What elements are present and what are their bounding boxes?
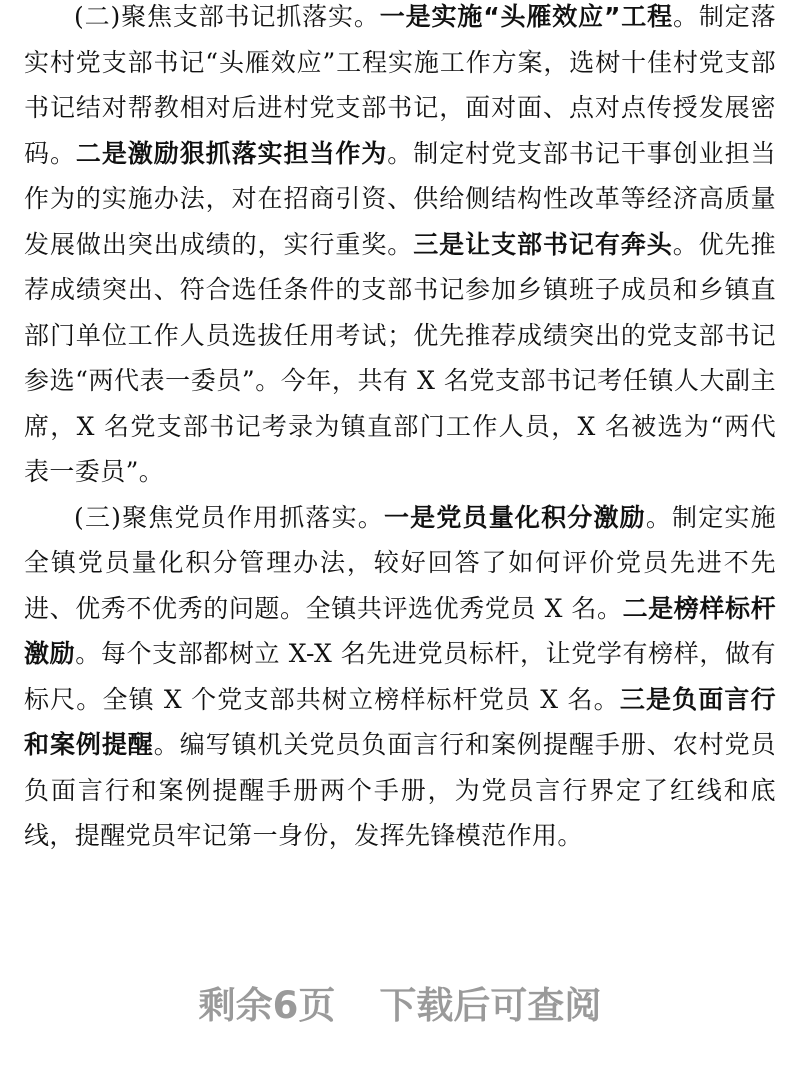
para1-seg-6: 。优先推荐成绩突出、符合选任条件的支部书记参加乡镇班子成员和乡镇直部门单位工作人员选拔任用考试；优先推荐成绩突出的党支部书记参选“两代表一委员”。今年，共有 X 名党支部书记考任镇人大副主席，X 名党支部书记考录为镇直部门工作人员，X 名被选为“两代表一委员”。 (24, 229, 776, 486)
para2-bold-heading-1: 一是党员量化积分激励 (383, 502, 646, 532)
para1-bold-heading-2: 二是激励狠抓落实担当作为 (75, 138, 388, 168)
document-body (24, 0, 776, 859)
paragraph-party-members (24, 495, 776, 859)
paragraph-branch-secretaries (24, 0, 776, 495)
para2-seg-4: 。每个支部都树立 X-X 名先进党员标杆，让党学有榜样，做有标尺。全镇 X 个党支部共树立榜样标杆党员 X 名。 (24, 639, 776, 714)
para1-bold-heading-1: 一是实施“头雁效应”工程 (379, 2, 673, 31)
para2-bold-heading-2: 二是榜样标杆激励 (24, 593, 776, 668)
para1-seg-2: 。制定落实村党支部书记“头雁效应”工程实施工作方案，选树十佳村党支部书记结对帮教相对后进村党支部书记，面对面、点对点传授发展密码。 (24, 2, 776, 168)
para2-seg-0: (三)聚焦党员作用抓落实。 (74, 502, 384, 532)
para2-bold-heading-3: 三是负面言行和案例提醒 (24, 684, 776, 759)
remaining-pages-text: 剩余6页 (198, 984, 336, 1027)
para1-bold-heading-3: 三是让支部书记有奔头 (413, 229, 673, 259)
para2-seg-2: 。制定实施全镇党员量化积分管理办法，较好回答了如何评价党员先进不先进、优秀不优秀的问题。全镇共评选优秀党员 X 名。 (24, 502, 776, 623)
para2-seg-6: 。编写镇机关党员负面言行和案例提醒手册、农村党员负面言行和案例提醒手册两个手册，为党员言行界定了红线和底线，提醒党员牢记第一身份，发挥先锋模范作用。 (24, 730, 776, 850)
para1-seg-0: (二)聚焦支部书记抓落实。 (74, 2, 380, 31)
para1-seg-4: 。制定村党支部书记干事创业担当作为的实施办法，对在招商引资、供给侧结构性改革等经济高质量发展做出突出成绩的，实行重奖。 (24, 138, 776, 259)
download-to-view-text: 下载后可查阅 (379, 984, 602, 1027)
download-prompt (0, 975, 800, 1029)
